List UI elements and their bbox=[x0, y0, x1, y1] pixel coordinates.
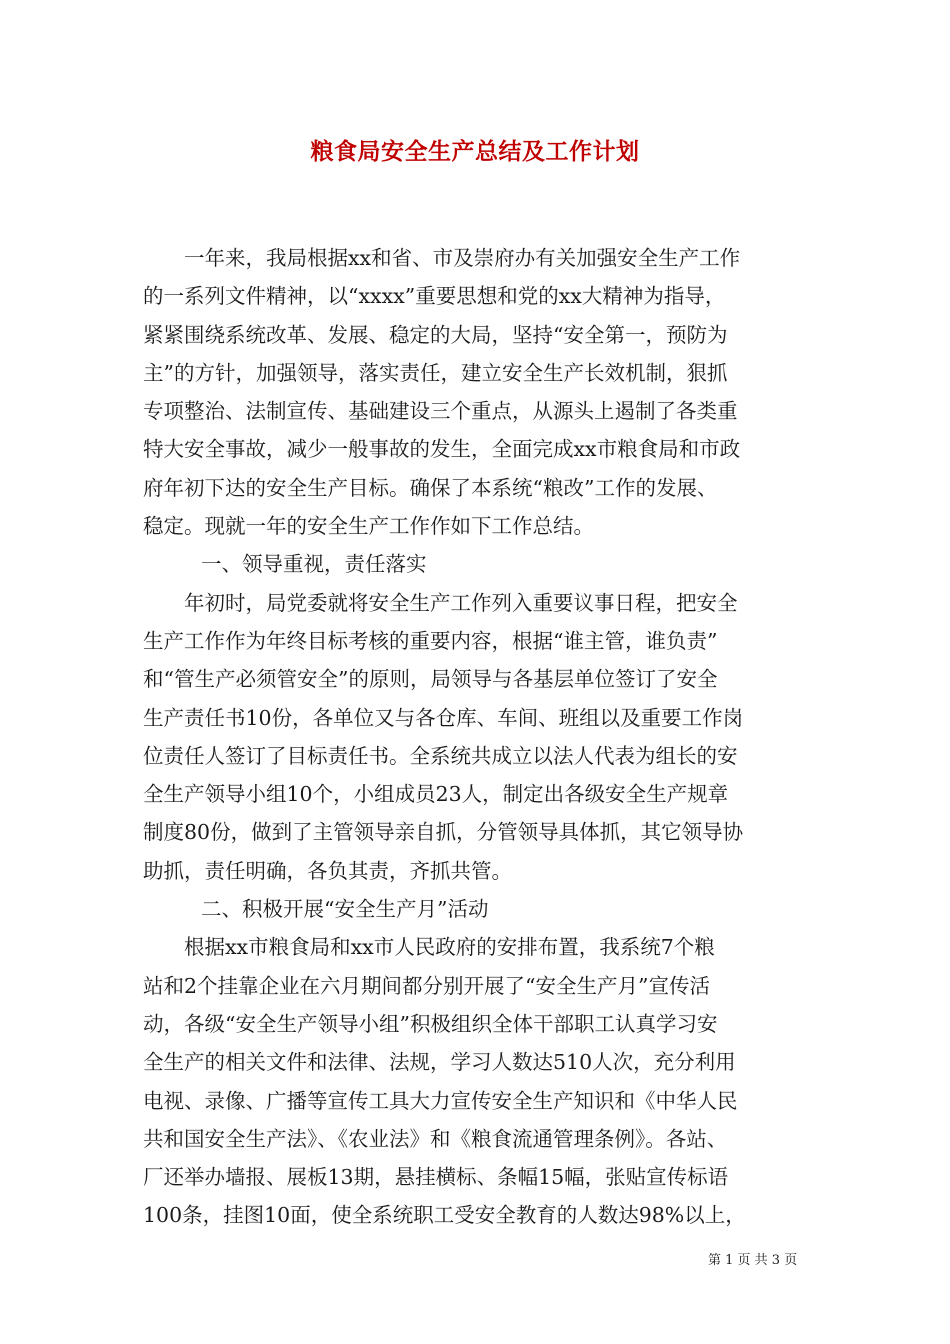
body-line: 府年初下达的安全生产目标。确保了本系统“粮改”工作的发展、 bbox=[143, 475, 718, 500]
body-line: 紧紧围绕系统改革、发展、稳定的大局，坚持“安全第一，预防为 bbox=[143, 322, 728, 347]
body-line: 生产工作作为年终目标考核的重要内容，根据“谁主管，谁负责” bbox=[143, 628, 718, 653]
body-line: 制度80份，做到了主管领导亲自抓，分管领导具体抓，其它领导协 bbox=[143, 820, 744, 845]
body-line: 全生产的相关文件和法律、法规，学习人数达510人次，充分利用 bbox=[143, 1050, 736, 1075]
body-line: 根据xx市粮食局和xx市人民政府的安排布置，我系统7个粮 bbox=[143, 935, 715, 960]
body-line: 动，各级“安全生产领导小组”积极组织全体干部职工认真学习安 bbox=[143, 1011, 718, 1036]
body-line: 生产责任书10份，各单位又与各仓库、车间、班组以及重要工作岗 bbox=[143, 705, 744, 730]
body-line: 位责任人签订了目标责任书。全系统共成立以法人代表为组长的安 bbox=[143, 743, 738, 768]
body-line: 共和国安全生产法》、《农业法》和《粮食流通管理条例》。各站、 bbox=[143, 1126, 728, 1151]
body-line: 稳定。现就一年的安全生产工作作如下工作总结。 bbox=[143, 514, 594, 539]
body-line: 100条，挂图10面，使全系统职工受安全教育的人数达98%以上， bbox=[143, 1203, 746, 1228]
body-line: 电视、录像、广播等宣传工具大力宣传安全生产知识和《中华人民 bbox=[143, 1088, 738, 1113]
body-line: 全生产领导小组10个，小组成员23人，制定出各级安全生产规章 bbox=[143, 782, 729, 807]
body-line: 的一系列文件精神，以“xxxx”重要思想和党的xx大精神为指导， bbox=[143, 284, 726, 309]
body-line: 一年来，我局根据xx和省、市及崇府办有关加强安全生产工作 bbox=[143, 246, 741, 270]
body-line: 助抓，责任明确，各负其责，齐抓共管。 bbox=[143, 858, 512, 883]
section-heading: 一、领导重视，责任落实 bbox=[201, 552, 427, 577]
document-title: 粮食局安全生产总结及工作计划 bbox=[310, 139, 640, 165]
section-heading: 二、积极开展“安全生产月”活动 bbox=[201, 897, 489, 922]
page-number: 第 1 页 共 3 页 bbox=[708, 1253, 798, 1268]
body-line: 和“管生产必须管安全”的原则，局领导与各基层单位签订了安全 bbox=[143, 667, 718, 692]
body-line: 专项整治、法制宣传、基础建设三个重点，从源头上遏制了各类重 bbox=[143, 399, 738, 424]
body-line: 主”的方针，加强领导，落实责任，建立安全生产长效机制，狠抓 bbox=[143, 360, 728, 385]
body-line: 厂还举办墙报、展板13期，悬挂横标、条幅15幅，张贴宣传标语 bbox=[143, 1165, 729, 1190]
body-line: 年初时，局党委就将安全生产工作列入重要议事日程，把安全 bbox=[143, 590, 738, 615]
body-line: 特大安全事故，减少一般事故的发生，全面完成xx市粮食局和市政 bbox=[143, 437, 741, 462]
document-body bbox=[143, 239, 808, 1235]
body-line: 站和2个挂靠企业在六月期间都分别开展了“安全生产月”宣传活 bbox=[143, 973, 711, 998]
